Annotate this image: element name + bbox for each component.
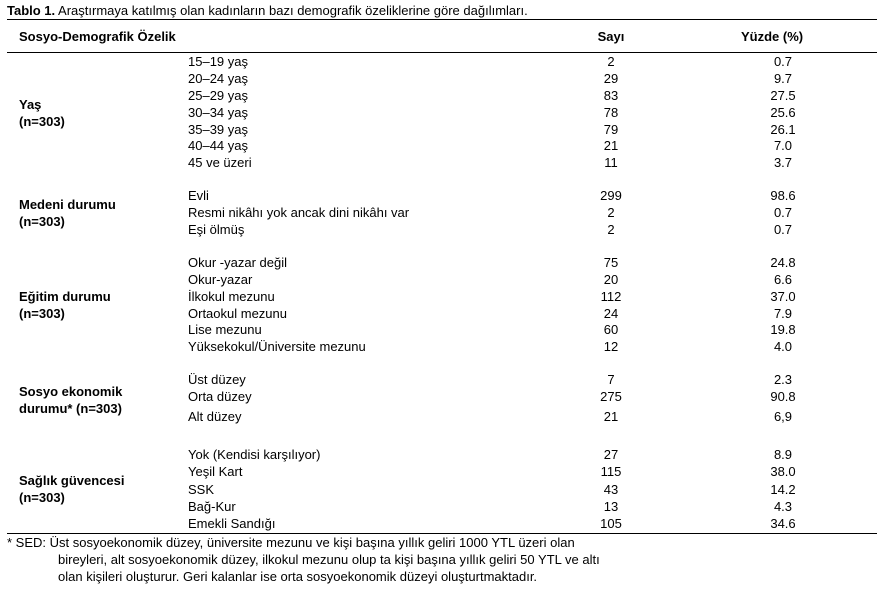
row-label: Lise mezunu: [188, 322, 262, 337]
row-label: SSK: [188, 482, 215, 497]
row-percent: 90.8: [770, 389, 796, 404]
row-label: Emekli Sandığı: [188, 516, 276, 531]
table-caption: [7, 3, 528, 19]
row-label: Resmi nikâhı yok ancak dini nikâhı var: [188, 205, 410, 220]
header-percent: Yüzde (%): [741, 29, 804, 44]
footnote-line: bireyleri, alt sosyoekonomik düzey, ilkokul mezunu olup ta kişi başına yıllık geliri 50 YTL ve altı: [58, 552, 600, 567]
row-label: Okur-yazar: [188, 272, 253, 287]
group-name-marital: [19, 196, 116, 230]
row-percent: 2.3: [773, 372, 793, 387]
row-count: 299: [600, 188, 622, 203]
group-name-socioeconomic: [19, 383, 122, 417]
row-count: 2: [607, 222, 615, 237]
row-label: Üst düzey: [188, 372, 246, 387]
group-name-health-insurance: [19, 472, 125, 506]
row-percent: 0.7: [773, 222, 793, 237]
row-percent: 34.6: [770, 516, 796, 531]
group-name-age: [19, 96, 65, 130]
row-percent: 0.7: [773, 205, 793, 220]
row-percent: 0.7: [773, 54, 793, 69]
row-label: Okur -yazar değil: [188, 255, 287, 270]
row-percent: 8.9: [773, 447, 793, 462]
group-name-education: [19, 288, 111, 322]
row-label: İlkokul mezunu: [188, 289, 275, 304]
footnote-line: * SED: Üst sosyoekonomik düzey, üniversite mezunu ve kişi başına yıllık geliri 1000 YTL üzeri olan: [7, 535, 575, 550]
row-label: Yeşil Kart: [188, 464, 243, 479]
row-label: Yok (Kendisi karşılıyor): [188, 447, 321, 462]
group-name-line1: Sağlık güvencesi: [19, 473, 125, 488]
header-count: Sayı: [597, 29, 625, 44]
row-percent: 4.3: [773, 499, 793, 514]
group-name-line2: (n=303): [19, 114, 65, 129]
row-count: 2: [607, 54, 615, 69]
row-percent: 4.0: [773, 339, 793, 354]
row-label: Evli: [188, 188, 209, 203]
group-name-line2: durumu* (n=303): [19, 401, 122, 416]
row-count: 115: [600, 464, 622, 479]
row-percent: 26.1: [770, 122, 796, 137]
row-count: 112: [600, 289, 622, 304]
caption-label: Tablo 1.: [7, 3, 56, 18]
row-label: 40–44 yaş: [188, 138, 248, 153]
row-count: 79: [603, 122, 619, 137]
row-percent: 7.9: [773, 306, 793, 321]
row-label: 25–29 yaş: [188, 88, 248, 103]
group-name-line2: (n=303): [19, 490, 65, 505]
row-count: 275: [600, 389, 622, 404]
row-percent: 98.6: [770, 188, 796, 203]
row-percent: 19.8: [770, 322, 796, 337]
row-count: 29: [603, 71, 619, 86]
row-percent: 24.8: [770, 255, 796, 270]
row-percent: 9.7: [773, 71, 793, 86]
row-label: Bağ-Kur: [188, 499, 236, 514]
row-count: 105: [600, 516, 622, 531]
caption-text: Araştırmaya katılmış olan kadınların bazı demografik özeliklerine göre dağılımları.: [55, 3, 528, 18]
row-percent: 14.2: [770, 482, 796, 497]
row-count: 13: [603, 499, 619, 514]
row-count: 24: [603, 306, 619, 321]
header-attribute: Sosyo-Demografik Özelik: [19, 29, 176, 44]
row-count: 12: [603, 339, 619, 354]
row-count: 7: [607, 372, 615, 387]
row-label: 35–39 yaş: [188, 122, 248, 137]
row-count: 27: [603, 447, 619, 462]
group-name-line2: (n=303): [19, 306, 65, 321]
row-count: 11: [604, 155, 618, 170]
row-count: 75: [603, 255, 619, 270]
row-percent: 6.6: [773, 272, 793, 287]
row-count: 21: [603, 409, 619, 424]
header-rule: [7, 52, 877, 53]
row-percent: 25.6: [770, 105, 796, 120]
row-percent: 7.0: [773, 138, 793, 153]
group-name-line2: (n=303): [19, 214, 65, 229]
row-label: Alt düzey: [188, 409, 242, 424]
row-label: Orta düzey: [188, 389, 252, 404]
row-label: 15–19 yaş: [188, 54, 248, 69]
row-count: 2: [607, 205, 615, 220]
row-percent: 6,9: [773, 409, 793, 424]
row-count: 43: [603, 482, 619, 497]
row-percent: 37.0: [770, 289, 796, 304]
group-name-line1: Sosyo ekonomik: [19, 384, 123, 399]
row-count: 60: [603, 322, 619, 337]
row-label: 20–24 yaş: [188, 71, 248, 86]
row-count: 21: [603, 138, 619, 153]
bottom-rule: [7, 533, 877, 534]
footnote-line: olan kişileri oluşturur. Geri kalanlar ise orta sosyoekonomik düzeyi oluşturtmaktadır.: [58, 569, 538, 584]
row-label: 30–34 yaş: [188, 105, 248, 120]
row-count: 20: [603, 272, 619, 287]
group-name-line1: Yaş: [19, 97, 42, 112]
row-percent: 27.5: [770, 88, 796, 103]
row-count: 78: [603, 105, 619, 120]
group-name-line1: Eğitim durumu: [19, 289, 111, 304]
top-rule: [7, 19, 877, 20]
row-label: Yüksekokul/Üniversite mezunu: [188, 339, 366, 354]
row-count: 83: [603, 88, 619, 103]
row-label: 45 ve üzeri: [188, 155, 252, 170]
row-label: Ortaokul mezunu: [188, 306, 287, 321]
row-label: Eşi ölmüş: [188, 222, 245, 237]
row-percent: 3.7: [773, 155, 793, 170]
row-percent: 38.0: [770, 464, 796, 479]
group-name-line1: Medeni durumu: [19, 197, 116, 212]
